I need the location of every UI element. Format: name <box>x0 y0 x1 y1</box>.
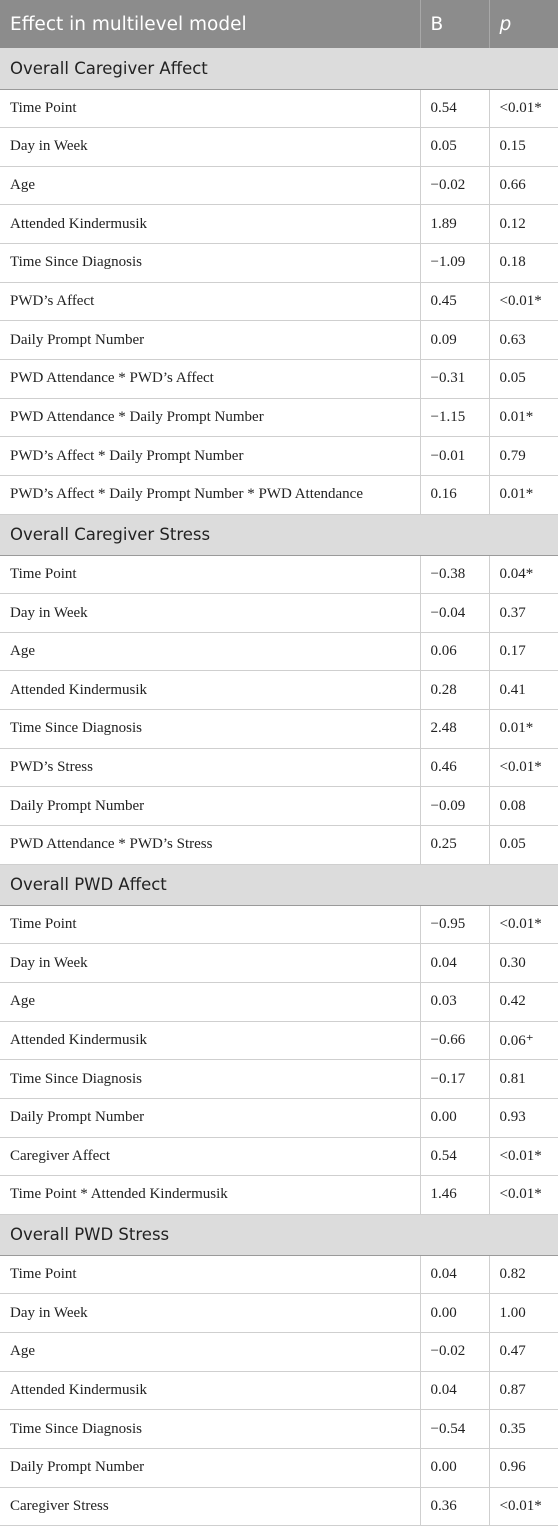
cell-b: −0.02 <box>420 1333 489 1372</box>
cell-effect: Time Point <box>0 555 420 594</box>
section-title: Overall PWD Affect <box>0 864 558 905</box>
cell-effect: Attended Kindermusik <box>0 1021 420 1060</box>
header-b: B <box>420 0 489 48</box>
table-row <box>0 671 558 710</box>
cell-p: 0.05 <box>489 826 558 865</box>
header-effect: Effect in multilevel model <box>0 0 420 48</box>
table-row <box>0 282 558 321</box>
cell-b: −1.09 <box>420 244 489 283</box>
table-row <box>0 1371 558 1410</box>
cell-b: −1.15 <box>420 398 489 437</box>
cell-b: 0.36 <box>420 1487 489 1526</box>
cell-p: 0.12 <box>489 205 558 244</box>
cell-p: 0.63 <box>489 321 558 360</box>
cell-effect: Daily Prompt Number <box>0 787 420 826</box>
table-row <box>0 1410 558 1449</box>
cell-p: 0.47 <box>489 1333 558 1372</box>
cell-effect: Time Since Diagnosis <box>0 710 420 749</box>
table-header <box>0 0 558 48</box>
table-row <box>0 359 558 398</box>
cell-b: −0.95 <box>420 905 489 944</box>
cell-p: 0.35 <box>489 1410 558 1449</box>
cell-p: <0.01* <box>489 89 558 128</box>
cell-p: 0.01* <box>489 710 558 749</box>
table-row <box>0 128 558 167</box>
cell-effect: Day in Week <box>0 594 420 633</box>
cell-p: 0.06⁺ <box>489 1021 558 1060</box>
table-row <box>0 787 558 826</box>
table-row <box>0 1487 558 1526</box>
table-row <box>0 398 558 437</box>
cell-effect: Caregiver Stress <box>0 1487 420 1526</box>
table-row <box>0 205 558 244</box>
cell-p: 0.18 <box>489 244 558 283</box>
cell-effect: Age <box>0 982 420 1021</box>
cell-p: 0.05 <box>489 359 558 398</box>
cell-effect: Time Point <box>0 89 420 128</box>
cell-b: 0.06 <box>420 632 489 671</box>
table-row <box>0 475 558 514</box>
cell-p: 1.00 <box>489 1294 558 1333</box>
table-row <box>0 1255 558 1294</box>
cell-b: −0.01 <box>420 437 489 476</box>
cell-b: 0.46 <box>420 748 489 787</box>
cell-effect: Time Point <box>0 905 420 944</box>
cell-effect: Age <box>0 166 420 205</box>
cell-b: 0.00 <box>420 1098 489 1137</box>
table-row <box>0 166 558 205</box>
table-row <box>0 944 558 983</box>
cell-effect: PWD Attendance * PWD’s Stress <box>0 826 420 865</box>
cell-p: 0.01* <box>489 398 558 437</box>
cell-effect: PWD’s Stress <box>0 748 420 787</box>
cell-b: 2.48 <box>420 710 489 749</box>
cell-b: 0.03 <box>420 982 489 1021</box>
table-row <box>0 982 558 1021</box>
header-p: p <box>489 0 558 48</box>
cell-b: 0.28 <box>420 671 489 710</box>
cell-p: 0.79 <box>489 437 558 476</box>
cell-p: 0.04* <box>489 555 558 594</box>
cell-p: <0.01* <box>489 748 558 787</box>
cell-effect: Attended Kindermusik <box>0 205 420 244</box>
cell-effect: Daily Prompt Number <box>0 1449 420 1488</box>
cell-p: 0.30 <box>489 944 558 983</box>
cell-b: 0.00 <box>420 1449 489 1488</box>
cell-b: 0.04 <box>420 1255 489 1294</box>
cell-p: 0.87 <box>489 1371 558 1410</box>
cell-p: 0.15 <box>489 128 558 167</box>
table-row <box>0 1294 558 1333</box>
section-title: Overall Caregiver Affect <box>0 48 558 89</box>
cell-effect: Caregiver Affect <box>0 1137 420 1176</box>
cell-effect: Time Since Diagnosis <box>0 1060 420 1099</box>
cell-p: 0.41 <box>489 671 558 710</box>
cell-effect: Time Since Diagnosis <box>0 1410 420 1449</box>
cell-b: −0.09 <box>420 787 489 826</box>
cell-b: −0.04 <box>420 594 489 633</box>
cell-b: −0.54 <box>420 1410 489 1449</box>
cell-effect: Daily Prompt Number <box>0 1098 420 1137</box>
table-row <box>0 244 558 283</box>
cell-b: 0.54 <box>420 89 489 128</box>
cell-effect: Age <box>0 632 420 671</box>
cell-effect: Day in Week <box>0 128 420 167</box>
table-row <box>0 1449 558 1488</box>
cell-p: <0.01* <box>489 1487 558 1526</box>
cell-b: 0.05 <box>420 128 489 167</box>
table-row <box>0 905 558 944</box>
cell-p: 0.81 <box>489 1060 558 1099</box>
cell-p: 0.08 <box>489 787 558 826</box>
table-row <box>0 321 558 360</box>
cell-effect: Time Point * Attended Kindermusik <box>0 1176 420 1215</box>
table-row <box>0 1333 558 1372</box>
cell-effect: Attended Kindermusik <box>0 1371 420 1410</box>
cell-p: 0.82 <box>489 1255 558 1294</box>
table-row <box>0 632 558 671</box>
cell-effect: PWD’s Affect * Daily Prompt Number * PWD Attendance <box>0 475 420 514</box>
cell-b: 0.04 <box>420 944 489 983</box>
cell-p: 0.01* <box>489 475 558 514</box>
cell-p: 0.37 <box>489 594 558 633</box>
cell-effect: Day in Week <box>0 1294 420 1333</box>
cell-effect: Daily Prompt Number <box>0 321 420 360</box>
cell-b: 0.45 <box>420 282 489 321</box>
section-header <box>0 514 558 555</box>
cell-b: 0.00 <box>420 1294 489 1333</box>
table-row <box>0 555 558 594</box>
cell-effect: Day in Week <box>0 944 420 983</box>
cell-p: 0.17 <box>489 632 558 671</box>
cell-b: 0.25 <box>420 826 489 865</box>
cell-b: −0.17 <box>420 1060 489 1099</box>
table-row <box>0 826 558 865</box>
table-row <box>0 594 558 633</box>
section-header <box>0 864 558 905</box>
cell-b: −0.38 <box>420 555 489 594</box>
cell-b: −0.66 <box>420 1021 489 1060</box>
table-row <box>0 710 558 749</box>
cell-p: 0.66 <box>489 166 558 205</box>
table-row <box>0 1137 558 1176</box>
cell-effect: PWD’s Affect <box>0 282 420 321</box>
section-header <box>0 1214 558 1255</box>
section-title: Overall PWD Stress <box>0 1214 558 1255</box>
cell-b: −0.02 <box>420 166 489 205</box>
cell-effect: Time Point <box>0 1255 420 1294</box>
cell-p: <0.01* <box>489 282 558 321</box>
cell-b: −0.31 <box>420 359 489 398</box>
cell-p: <0.01* <box>489 1176 558 1215</box>
table-row <box>0 89 558 128</box>
cell-effect: PWD Attendance * PWD’s Affect <box>0 359 420 398</box>
section-title: Overall Caregiver Stress <box>0 514 558 555</box>
cell-b: 0.09 <box>420 321 489 360</box>
cell-p: <0.01* <box>489 1137 558 1176</box>
cell-effect: PWD’s Affect * Daily Prompt Number <box>0 437 420 476</box>
cell-effect: PWD Attendance * Daily Prompt Number <box>0 398 420 437</box>
table-row <box>0 1176 558 1215</box>
table-row <box>0 1021 558 1060</box>
cell-p: <0.01* <box>489 905 558 944</box>
table-row <box>0 748 558 787</box>
cell-p: 0.93 <box>489 1098 558 1137</box>
section-header <box>0 48 558 89</box>
table-row <box>0 1098 558 1137</box>
cell-p: 0.96 <box>489 1449 558 1488</box>
cell-b: 0.04 <box>420 1371 489 1410</box>
cell-b: 1.89 <box>420 205 489 244</box>
cell-effect: Time Since Diagnosis <box>0 244 420 283</box>
cell-effect: Age <box>0 1333 420 1372</box>
cell-p: 0.42 <box>489 982 558 1021</box>
table-body <box>0 48 558 1526</box>
cell-b: 1.46 <box>420 1176 489 1215</box>
table-row <box>0 1060 558 1099</box>
cell-b: 0.54 <box>420 1137 489 1176</box>
table-row <box>0 437 558 476</box>
cell-effect: Attended Kindermusik <box>0 671 420 710</box>
cell-b: 0.16 <box>420 475 489 514</box>
